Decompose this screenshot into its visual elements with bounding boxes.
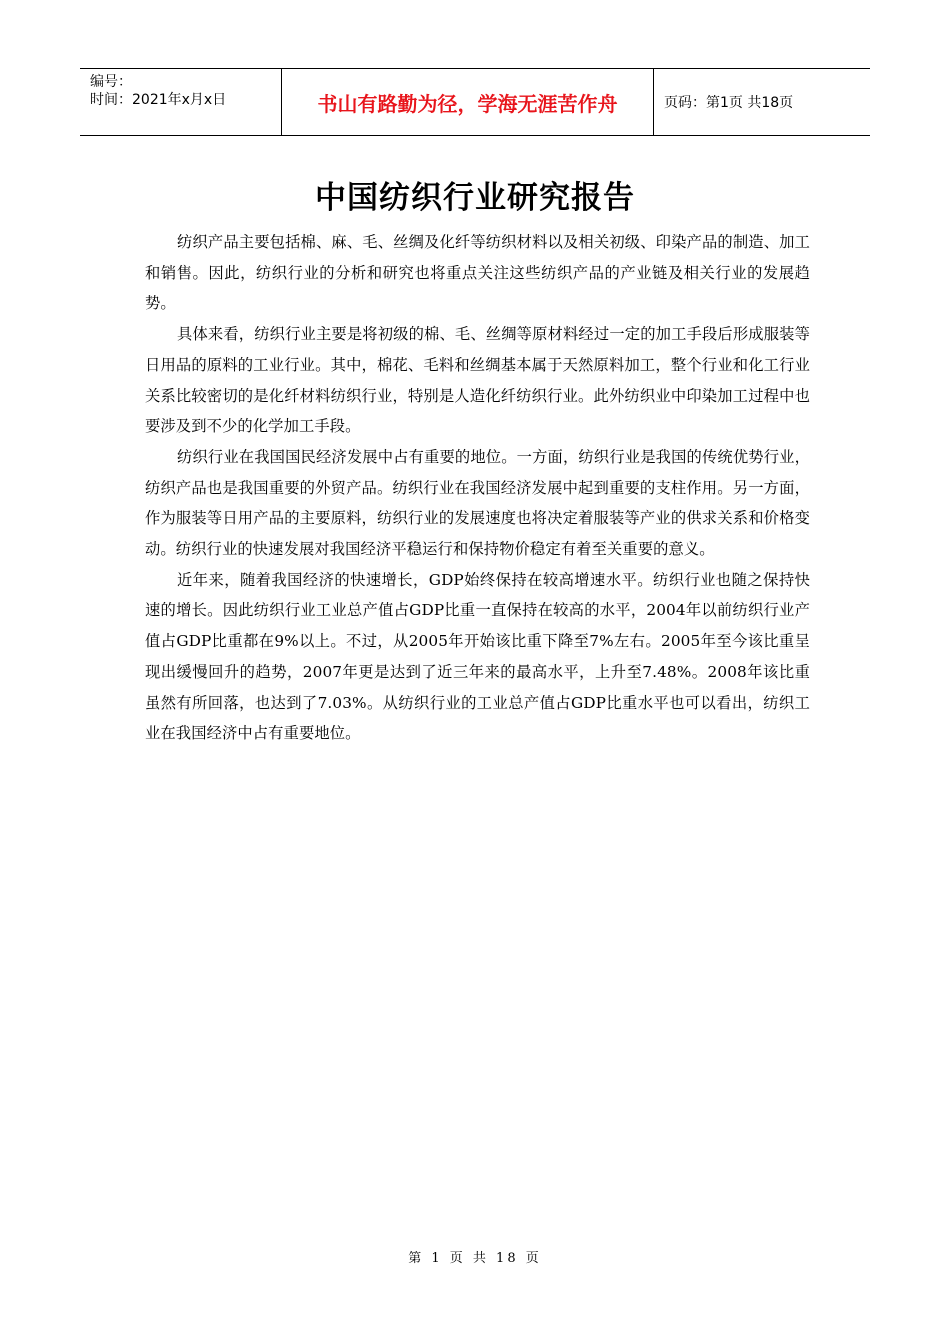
paragraph: 近年来，随着我国经济的快速增长，GDP始终保持在较高增速水平。纺织行业也随之保持快速的增长。因此纺织行业工业总产值占GDP比重一直保持在较高的水平，2004年以前纺织行业产值占GDP比重都在9%以上。不过，从2005年开始该比重下降至7%左右。2005年至今该比重呈现出缓慢回升的趋势，2007年更是达到了近三年来的最高水平，上升至7.48%。2008年该比重虽然有所回落，也达到了7.03%。从纺织行业的工业总产值占GDP比重水平也可以看出，纺织工业在我国经济中占有重要地位。 <box>145 570 810 743</box>
document-date: 时间：2021年x月x日 <box>90 92 227 108</box>
document-number-label: 编号： <box>90 74 132 90</box>
document-title: 中国纺织行业研究报告 <box>315 180 635 216</box>
header-page-info: 页码：第1页 共18页 <box>664 95 794 111</box>
paragraph: 纺织产品主要包括棉、麻、毛、丝绸及化纤等纺织材料以及相关初级、印染产品的制造、加工和销售。因此，纺织行业的分析和研究也将重点关注这些纺织产品的产业链及相关行业的发展趋势。 <box>145 233 810 313</box>
paragraph: 具体来看，纺织行业主要是将初级的棉、毛、丝绸等原材料经过一定的加工手段后形成服装等日用品的原料的工业行业。其中，棉花、毛料和丝绸基本属于天然原料加工，整个行业和化工行业关系比较密切的是化纤材料纺织行业，特别是人造化纤纺织行业。此外纺织业中印染加工过程中也要涉及到不少的化学加工手段。 <box>145 325 810 436</box>
page-footer: 第 1 页 共 18 页 <box>408 1251 542 1266</box>
header-meta <box>80 69 281 135</box>
paragraph: 纺织行业在我国国民经济发展中占有重要的地位。一方面，纺织行业是我国的传统优势行业，纺织产品也是我国重要的外贸产品。纺织行业在我国经济发展中起到重要的支柱作用。另一方面，作为服装等日用产品的主要原料，纺织行业的发展速度也将决定着服装等产业的供求关系和价格变动。纺织行业的快速发展对我国经济平稳运行和保持物价稳定有着至关重要的意义。 <box>145 447 810 559</box>
page-header <box>80 68 870 136</box>
header-motto: 书山有路勤为径，学海无涯苦作舟 <box>281 69 654 135</box>
document-body <box>145 227 810 749</box>
